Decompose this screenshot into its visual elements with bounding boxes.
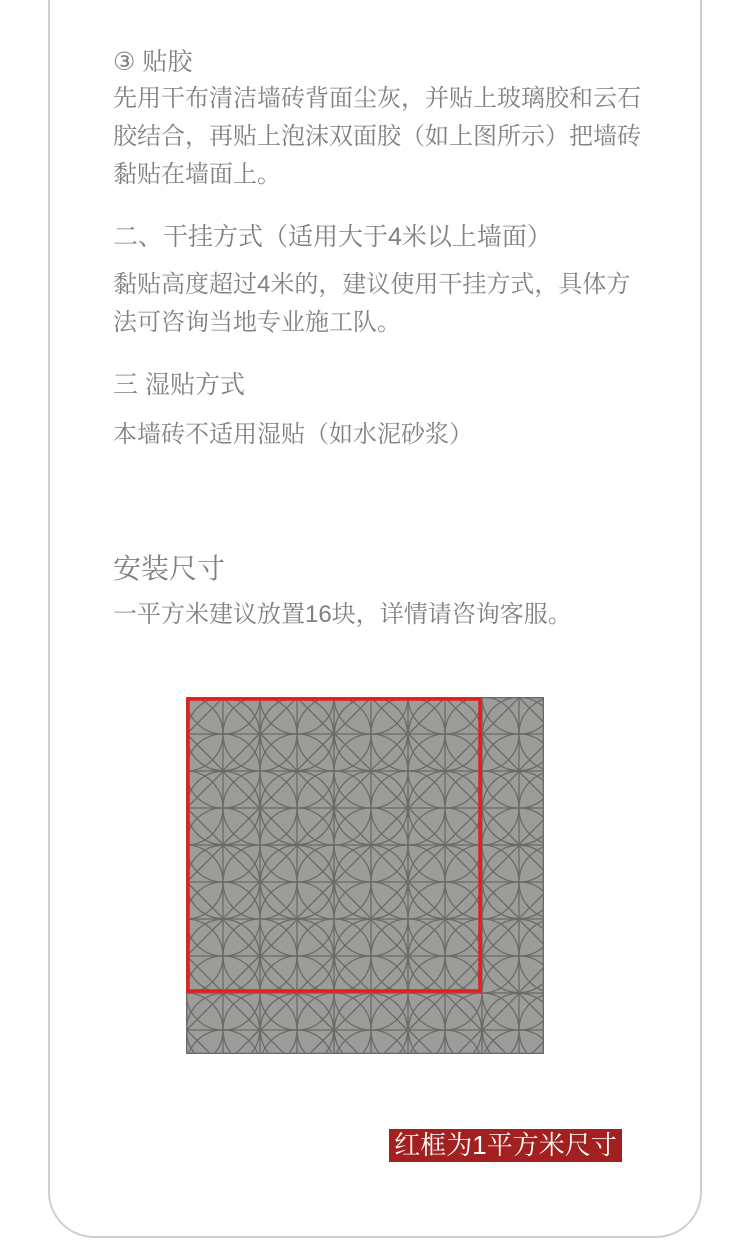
paragraph-line: 法可咨询当地专业施工队。: [113, 309, 401, 336]
paragraph-line: 先用干布清洁墙砖背面尘灰，并贴上玻璃胶和云石: [113, 85, 641, 112]
paragraph-line: 本墙砖不适用湿贴（如水泥砂浆）: [113, 421, 473, 448]
tile-layout-figure: [186, 697, 544, 1054]
section-heading-dry-hang: 二、干挂方式（适用大于4米以上墙面）: [113, 223, 552, 251]
section-heading-wet-paste: 三 湿贴方式: [113, 371, 245, 399]
tile-pattern-image: [186, 697, 544, 1054]
paragraph-line: 黏贴高度超过4米的，建议使用干挂方式，具体方: [113, 271, 631, 298]
tile-pattern-fill: [186, 697, 544, 1054]
paragraph-wet-paste: [113, 416, 473, 454]
paragraph-line: 胶结合，再贴上泡沫双面胶（如上图所示）把墙砖: [113, 123, 641, 150]
paragraph-line: 一平方米建议放置16块，详情请咨询客服。: [113, 601, 572, 628]
section-heading-install-size: 安装尺寸: [113, 553, 226, 584]
paragraph-line: 黏贴在墙面上。: [113, 161, 281, 188]
paragraph-install-size: [113, 596, 572, 634]
sqm-note-badge: 红框为1平方米尺寸: [389, 1129, 622, 1162]
section-heading-glue-step: ③ 贴胶: [113, 48, 193, 76]
paragraph-dry-hang: [113, 266, 630, 342]
paragraph-glue-step: [113, 80, 641, 194]
